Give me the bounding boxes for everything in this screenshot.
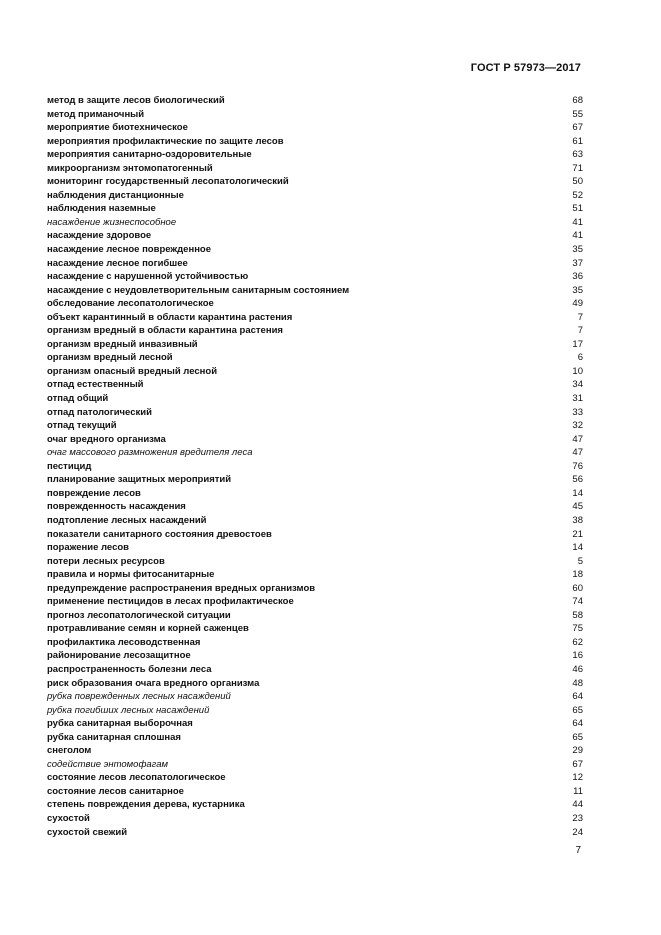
index-page-number: 7: [577, 311, 583, 323]
index-page-number: 32: [572, 420, 583, 432]
index-entry: [47, 257, 583, 271]
index-entry: [47, 216, 583, 230]
index-page-number: 10: [572, 365, 583, 377]
index-entry: [47, 229, 583, 243]
index-entry: [47, 108, 583, 122]
index-entry: [47, 446, 583, 460]
index-term: рубка санитарная сплошная: [47, 731, 181, 743]
index-entry: [47, 636, 583, 650]
index-entry: [47, 758, 583, 772]
page-number: 7: [575, 845, 581, 856]
index-term: сухостой свежий: [47, 826, 128, 838]
index-term: наблюдения дистанционные: [47, 189, 184, 201]
index-page-number: 46: [572, 663, 583, 675]
index-term: потери лесных ресурсов: [47, 555, 165, 567]
index-term: организм вредный лесной: [47, 352, 173, 364]
index-entry: [47, 785, 583, 799]
index-page-number: 67: [572, 122, 583, 134]
index-entry: [47, 243, 583, 257]
index-term: наблюдения наземные: [47, 203, 156, 215]
index-term: рубка санитарная выборочная: [47, 718, 193, 730]
index-entry: [47, 826, 583, 840]
index-page-number: 7: [577, 325, 583, 337]
index-entry: [47, 311, 583, 325]
index-entry: [47, 514, 583, 528]
index-page-number: 29: [572, 745, 583, 757]
index-page-number: 74: [572, 596, 583, 608]
index-entry: [47, 324, 583, 338]
index-entry: [47, 270, 583, 284]
index-page-number: 64: [572, 718, 583, 730]
index-term: мероприятия санитарно-оздоровительные: [47, 149, 252, 161]
index-entry: [47, 690, 583, 704]
index-term: насаждение лесное погибшее: [47, 257, 188, 269]
index-term: пестицид: [47, 460, 92, 472]
index-entry: [47, 663, 583, 677]
index-term: рубка поврежденных лесных насаждений: [47, 691, 231, 703]
index-term: насаждение с неудовлетворительным санитарным состоянием: [47, 284, 350, 296]
index-page-number: 41: [572, 216, 583, 228]
index-term: организм опасный вредный лесной: [47, 365, 218, 377]
index-term: правила и нормы фитосанитарные: [47, 569, 215, 581]
index-term: отпад естественный: [47, 379, 144, 391]
index-entry: [47, 677, 583, 691]
index-entry: [47, 595, 583, 609]
index-page-number: 51: [572, 203, 583, 215]
index-page-number: 12: [572, 772, 583, 784]
index-entry: [47, 812, 583, 826]
index-entry: [47, 582, 583, 596]
index-entry: [47, 189, 583, 203]
index-entry: [47, 541, 583, 555]
index-entry: [47, 717, 583, 731]
index-term: прогноз лесопатологической ситуации: [47, 609, 231, 621]
index-page-number: 63: [572, 149, 583, 161]
index-entry: [47, 487, 583, 501]
index-term: очаг вредного организма: [47, 433, 166, 445]
index-entry: [47, 609, 583, 623]
index-page-number: 21: [572, 528, 583, 540]
index-term: снеголом: [47, 745, 92, 757]
index-page-number: 36: [572, 271, 583, 283]
index-page-number: 24: [572, 826, 583, 838]
index-term: поврежденность насаждения: [47, 501, 186, 513]
index-term: планирование защитных мероприятий: [47, 474, 232, 486]
index-entry: [47, 175, 583, 189]
index-entry: [47, 94, 583, 108]
index-term: протравливание семян и корней саженцев: [47, 623, 249, 635]
index-page-number: 14: [572, 542, 583, 554]
index-page-number: 35: [572, 284, 583, 296]
index-page-number: 65: [572, 704, 583, 716]
index-page-number: 68: [572, 95, 583, 106]
index-term: сухостой: [47, 812, 90, 824]
index-term: состояние лесов санитарное: [47, 785, 184, 797]
index-page-number: 44: [572, 799, 583, 811]
index-page-number: 61: [572, 135, 583, 147]
index-page-number: 35: [572, 244, 583, 256]
index-term: риск образования очага вредного организма: [47, 677, 260, 689]
alphabetical-index: [47, 94, 583, 839]
index-page-number: 49: [572, 298, 583, 310]
index-entry: [47, 365, 583, 379]
index-entry: [47, 297, 583, 311]
index-entry: [47, 649, 583, 663]
index-entry: [47, 148, 583, 162]
index-term: метод в защите лесов биологический: [47, 95, 225, 106]
index-page-number: 6: [577, 352, 583, 364]
index-page-number: 75: [572, 623, 583, 635]
index-page-number: 48: [572, 677, 583, 689]
index-page-number: 33: [572, 406, 583, 418]
index-page-number: 52: [572, 189, 583, 201]
index-term: микроорганизм энтомопатогенный: [47, 162, 213, 174]
index-entry: [47, 162, 583, 176]
index-page-number: 16: [572, 650, 583, 662]
index-page-number: 76: [572, 460, 583, 472]
index-term: метод приманочный: [47, 108, 145, 120]
index-term: отпад текущий: [47, 420, 117, 432]
index-page-number: 47: [572, 447, 583, 459]
index-page-number: 31: [572, 393, 583, 405]
index-entry: [47, 433, 583, 447]
index-entry: [47, 704, 583, 718]
index-entry: [47, 568, 583, 582]
index-term: поражение лесов: [47, 542, 130, 554]
index-entry: [47, 419, 583, 433]
index-entry: [47, 351, 583, 365]
index-page-number: 45: [572, 501, 583, 513]
index-entry: [47, 135, 583, 149]
index-term: отпад патологический: [47, 406, 152, 418]
index-entry: [47, 473, 583, 487]
index-term: рубка погибших лесных насаждений: [47, 704, 210, 716]
index-page-number: 67: [572, 758, 583, 770]
index-term: профилактика лесоводственная: [47, 636, 201, 648]
index-term: мероприятия профилактические по защите лесов: [47, 135, 284, 147]
index-page-number: 58: [572, 609, 583, 621]
index-entry: [47, 555, 583, 569]
index-page-number: 5: [577, 555, 583, 567]
index-page-number: 50: [572, 176, 583, 188]
index-entry: [47, 798, 583, 812]
index-page-number: 65: [572, 731, 583, 743]
index-entry: [47, 500, 583, 514]
index-term: районирование лесозащитное: [47, 650, 191, 662]
index-entry: [47, 460, 583, 474]
index-entry: [47, 406, 583, 420]
index-term: насаждение лесное поврежденное: [47, 244, 212, 256]
index-entry: [47, 121, 583, 135]
index-entry: [47, 284, 583, 298]
index-page-number: 37: [572, 257, 583, 269]
index-page-number: 47: [572, 433, 583, 445]
index-entry: [47, 202, 583, 216]
index-page-number: 60: [572, 582, 583, 594]
index-entry: [47, 731, 583, 745]
index-page-number: 34: [572, 379, 583, 391]
index-term: организм вредный в области карантина растения: [47, 325, 283, 337]
index-page-number: 38: [572, 514, 583, 526]
index-page-number: 71: [572, 162, 583, 174]
index-term: повреждение лесов: [47, 487, 141, 499]
index-page-number: 56: [572, 474, 583, 486]
index-entry: [47, 392, 583, 406]
index-page-number: 17: [572, 338, 583, 350]
index-entry: [47, 378, 583, 392]
index-entry: [47, 771, 583, 785]
index-term: содействие энтомофагам: [47, 758, 169, 770]
index-page-number: 11: [573, 785, 583, 797]
index-term: объект карантинный в области карантина растения: [47, 311, 293, 323]
index-entry: [47, 528, 583, 542]
index-term: очаг массового размножения вредителя леса: [47, 447, 253, 459]
index-page-number: 55: [572, 108, 583, 120]
index-term: мероприятие биотехническое: [47, 122, 188, 134]
index-term: применение пестицидов в лесах профилактическое: [47, 596, 294, 608]
index-entry: [47, 338, 583, 352]
index-term: мониторинг государственный лесопатологический: [47, 176, 289, 188]
index-term: состояние лесов лесопатологическое: [47, 772, 226, 784]
index-term: подтопление лесных насаждений: [47, 514, 207, 526]
index-page-number: 64: [572, 691, 583, 703]
index-page-number: 62: [572, 636, 583, 648]
document-code: ГОСТ Р 57973—2017: [470, 62, 581, 74]
index-page-number: 23: [572, 812, 583, 824]
index-term: распространенность болезни леса: [47, 663, 212, 675]
index-entry: [47, 744, 583, 758]
index-entry: [47, 622, 583, 636]
index-term: отпад общий: [47, 393, 109, 405]
index-term: насаждение с нарушенной устойчивостью: [47, 271, 249, 283]
index-page-number: 41: [572, 230, 583, 242]
index-term: предупреждение распространения вредных организмов: [47, 582, 316, 594]
index-term: насаждение здоровое: [47, 230, 152, 242]
index-term: обследование лесопатологическое: [47, 298, 214, 310]
index-term: показатели санитарного состояния древостоев: [47, 528, 272, 540]
index-term: организм вредный инвазивный: [47, 338, 198, 350]
index-page-number: 18: [572, 569, 583, 581]
index-term: степень повреждения дерева, кустарника: [47, 799, 245, 811]
index-page-number: 14: [572, 487, 583, 499]
index-term: насаждение жизнеспособное: [47, 216, 177, 228]
